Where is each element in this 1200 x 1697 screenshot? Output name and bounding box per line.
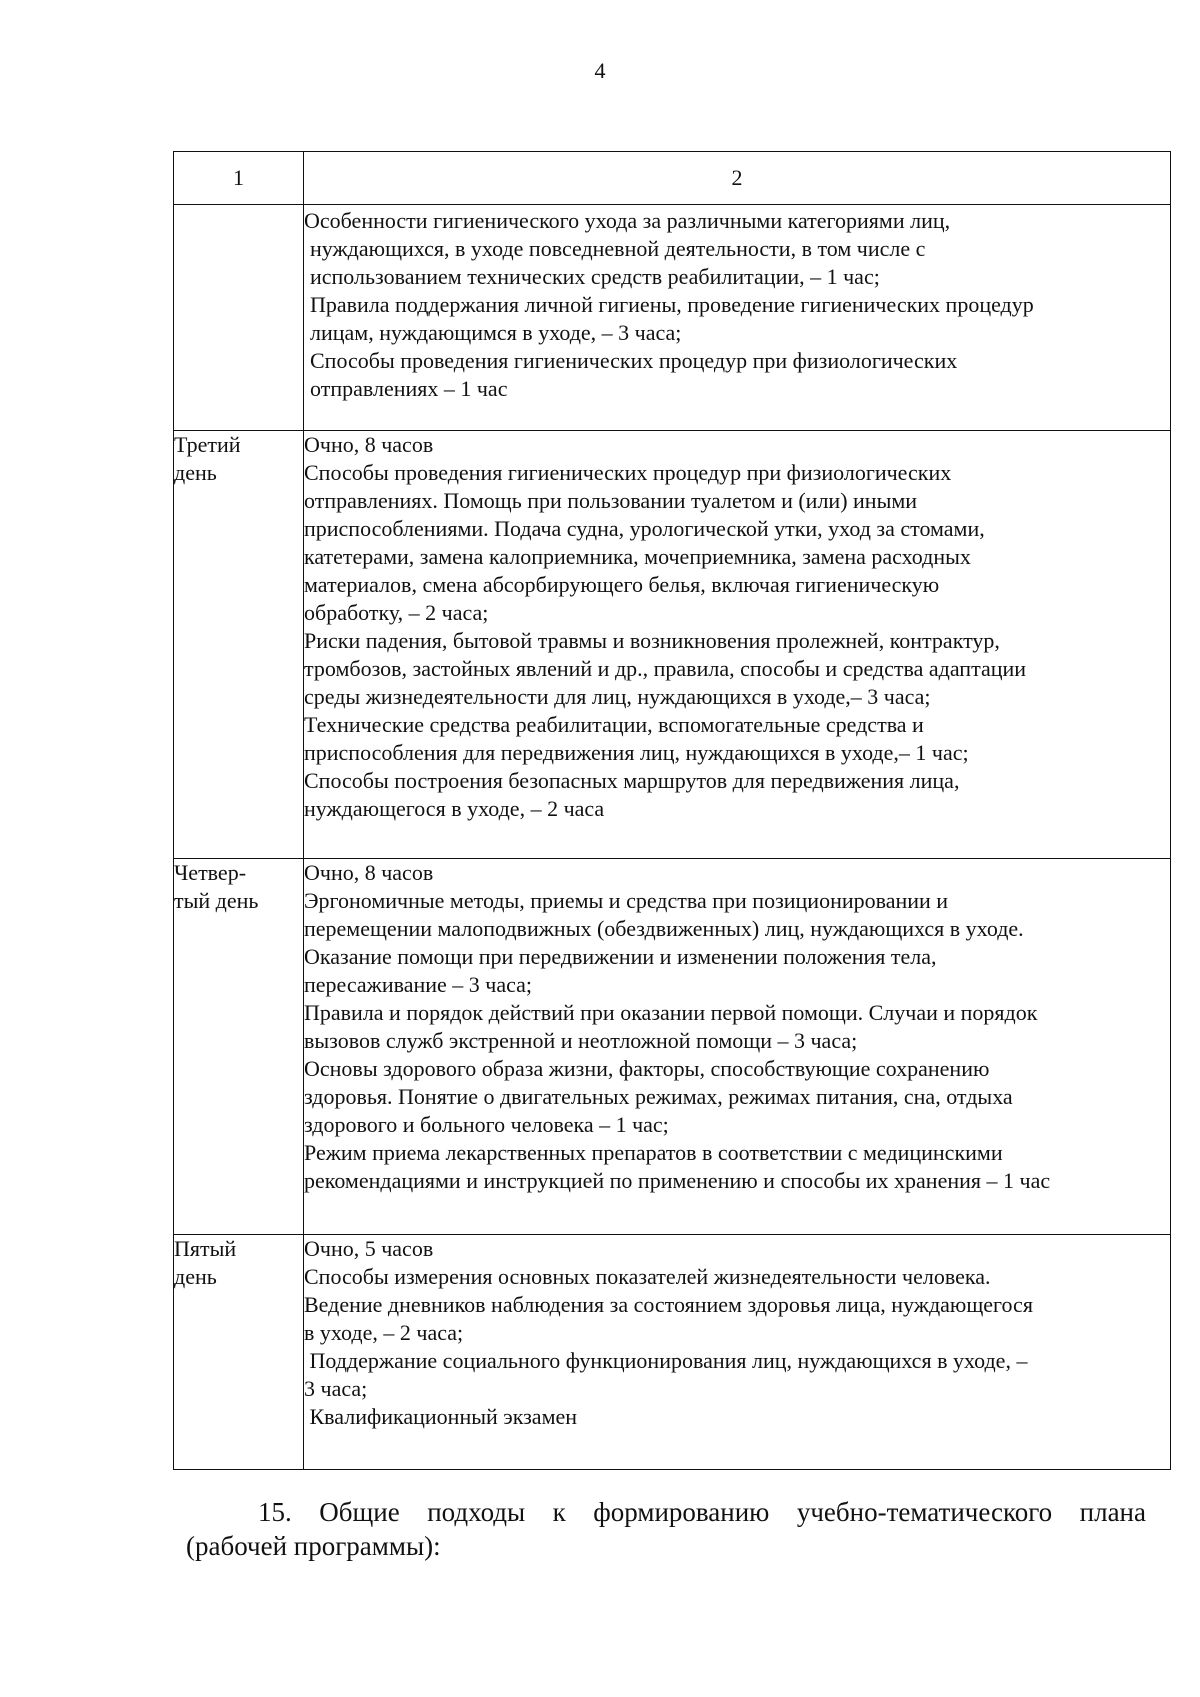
content-cell-day5 — [304, 1235, 1171, 1470]
day-label-line: тый день — [174, 888, 259, 913]
content-line: Особенности гигиенического ухода за различными категориями лиц, — [304, 208, 951, 233]
content-line: Очно, 8 часов — [304, 432, 434, 457]
content-line: отправлениях – 1 час — [310, 376, 508, 401]
page-number: 4 — [594, 58, 606, 83]
content-line: Очно, 5 часов — [304, 1236, 434, 1261]
content-line: Правила и порядок действий при оказании первой помощи. Случаи и порядок — [304, 1000, 1038, 1025]
content-line: Риски падения, бытовой травмы и возникновения пролежней, контрактур, — [304, 628, 1000, 653]
table-row-continuation — [174, 205, 1171, 431]
header-cell-col1: 1 — [174, 152, 304, 205]
content-line: пересаживание – 3 часа; — [304, 972, 533, 997]
content-line: материалов, смена абсорбирующего белья, включая гигиеническую — [304, 572, 940, 597]
day-cell-day3 — [174, 431, 304, 859]
content-line: Режим приема лекарственных препаратов в соответствии с медицинскими — [304, 1140, 1003, 1165]
content-line: нуждающихся, в уходе повседневной деятельности, в том числе с — [310, 236, 926, 261]
day-label-line: Четвер- — [174, 860, 247, 885]
content-line: среды жизнедеятельности для лиц, нуждающихся в уходе,– 3 часа; — [304, 684, 931, 709]
day-cell-day5 — [174, 1235, 304, 1470]
content-line: приспособлениями. Подача судна, урологической утки, уход за стомами, — [304, 516, 985, 541]
content-cell-day4 — [304, 859, 1171, 1235]
content-line: в уходе, – 2 часа; — [304, 1320, 464, 1345]
content-line: тромбозов, застойных явлений и др., правила, способы и средства адаптации — [304, 656, 1027, 681]
day-cell-day4 — [174, 859, 304, 1235]
content-line: перемещении малоподвижных (обездвиженных) лиц, нуждающихся в уходе. — [304, 916, 1024, 941]
content-line: лицам, нуждающимся в уходе, – 3 часа; — [310, 320, 682, 345]
content-line: Поддержание социального функционирования лиц, нуждающихся в уходе, – — [304, 1348, 1028, 1373]
content-line: Основы здорового образа жизни, факторы, способствующие сохранению — [304, 1056, 990, 1081]
content-line: катетерами, замена калоприемника, мочеприемника, замена расходных — [304, 544, 971, 569]
content-line: Правила поддержания личной гигиены, проведение гигиенических процедур — [310, 292, 1034, 317]
content-line: Способы проведения гигиенических процедур при физиологических — [310, 348, 958, 373]
content-cell-continuation — [304, 205, 1171, 431]
header-cell-col2: 2 — [304, 152, 1171, 205]
day-label-line: Пятый — [174, 1236, 237, 1261]
content-line: отправлениях. Помощь при пользовании туалетом и (или) иными — [304, 488, 918, 513]
content-line: Ведение дневников наблюдения за состоянием здоровья лица, нуждающегося — [304, 1292, 1033, 1317]
day-cell-empty — [174, 205, 304, 431]
content-line: использованием технических средств реабилитации, – 1 час; — [310, 264, 880, 289]
table-row-day3 — [174, 431, 1171, 859]
content-line: Очно, 8 часов — [304, 860, 434, 885]
content-line: здорового и больного человека – 1 час; — [304, 1112, 669, 1137]
table-header-row — [174, 152, 1171, 205]
content-line: здоровья. Понятие о двигательных режимах, режимах питания, сна, отдыха — [304, 1084, 1013, 1109]
content-line: обработку, – 2 часа; — [304, 600, 489, 625]
content-line: Способы проведения гигиенических процедур при физиологических — [304, 460, 952, 485]
content-line: Эргономичные методы, приемы и средства при позиционировании и — [304, 888, 949, 913]
content-line: Квалификационный экзамен — [304, 1404, 578, 1429]
content-cell-day3 — [304, 431, 1171, 859]
day-label-line: день — [174, 1264, 217, 1289]
content-line: рекомендациями и инструкцией по применению и способы их хранения – 1 час — [304, 1168, 1051, 1193]
content-line: Оказание помощи при передвижении и изменении положения тела, — [304, 944, 937, 969]
content-line: Способы измерения основных показателей жизнедеятельности человека. — [304, 1264, 991, 1289]
schedule-table — [173, 151, 1171, 1470]
table-row-day5 — [174, 1235, 1171, 1470]
day-label-line: Третий — [174, 432, 241, 457]
content-line: Технические средства реабилитации, вспомогательные средства и — [304, 712, 924, 737]
section-heading — [186, 1495, 1146, 1563]
content-line: нуждающегося в уходе, – 2 часа — [304, 796, 605, 821]
day-label-line: день — [174, 460, 217, 485]
table-row-day4 — [174, 859, 1171, 1235]
content-line: 3 часа; — [304, 1376, 368, 1401]
content-line: вызовов служб экстренной и неотложной помощи – 3 часа; — [304, 1028, 858, 1053]
section-heading-line2: (рабочей программы): — [186, 1531, 441, 1561]
section-heading-line1: 15. Общие подходы к формированию учебно-тематического плана — [258, 1497, 1146, 1527]
content-line: Способы построения безопасных маршрутов для передвижения лица, — [304, 768, 960, 793]
content-line: приспособления для передвижения лиц, нуждающихся в уходе,– 1 час; — [304, 740, 969, 765]
